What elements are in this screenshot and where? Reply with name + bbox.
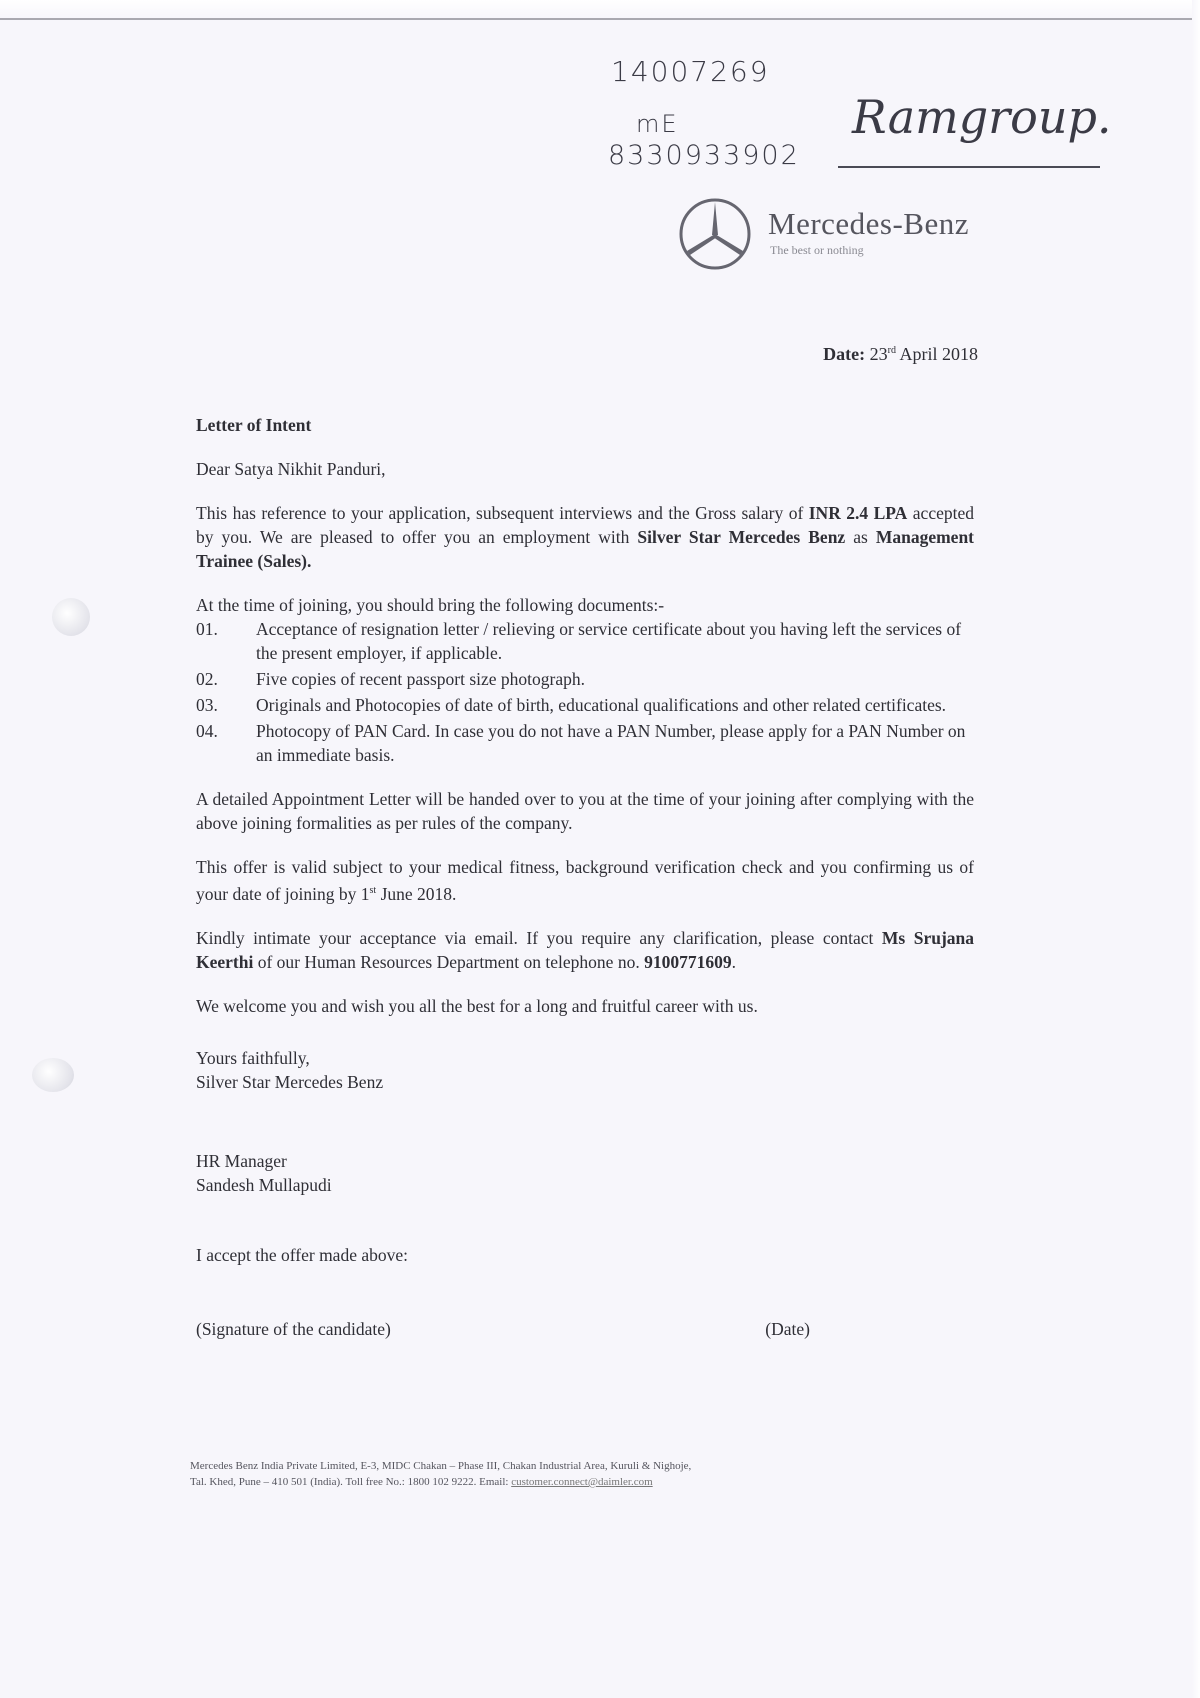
- brand-name: Mercedes-Benz: [768, 206, 970, 241]
- date-day: 23: [869, 344, 888, 364]
- document-item: [196, 667, 974, 691]
- document-text: Acceptance of resignation letter / relieving or service certificate about you having left the services of the present employer, if applicable.: [256, 619, 962, 663]
- document-number: 01.: [196, 619, 218, 639]
- document-item: [196, 719, 974, 767]
- validity-paragraph: [196, 855, 974, 906]
- date-label: Date:: [823, 344, 866, 364]
- closing-company: Silver Star Mercedes Benz: [196, 1071, 384, 1092]
- mercedes-star-logo-icon: [677, 196, 753, 272]
- punch-hole: [32, 1058, 74, 1092]
- scan-top-line: [0, 18, 1200, 20]
- document-item: [196, 617, 974, 665]
- offer-text: This has reference to your application, subsequent interviews and the Gross salary of: [196, 503, 809, 523]
- company-footer: [190, 1458, 930, 1490]
- offer-salary: INR 2.4 LPA: [808, 503, 908, 523]
- contact-text: of our Human Resources Department on telephone no.: [253, 951, 645, 972]
- document-number: 03.: [196, 695, 218, 715]
- hr-name: Sandesh Mullapudi: [196, 1174, 332, 1195]
- validity-sup: st: [369, 885, 377, 896]
- letter-date: [823, 344, 978, 365]
- document-text: Originals and Photocopies of date of birth, educational qualifications and other related certificates.: [256, 695, 947, 715]
- scan-right-edge: [1192, 0, 1200, 1698]
- contact-name: Ms Srujana Keerthi: [196, 927, 975, 972]
- documents-intro: At the time of joining, you should bring the following documents:-: [196, 595, 665, 615]
- signature-row: [196, 1317, 810, 1341]
- offer-company: Silver Star Mercedes Benz: [637, 527, 846, 547]
- footer-contact-text: Tal. Khed, Pune – 410 501 (India). Toll free No.: 1800 102 9222. Email:: [190, 1476, 512, 1488]
- accept-text: I accept the offer made above:: [196, 1244, 408, 1265]
- letter-title: Letter of Intent: [196, 415, 312, 435]
- appointment-paragraph: A detailed Appointment Letter will be handed over to you at the time of your joining after complying with the above joining formalities as per rules of the company.: [196, 789, 974, 833]
- handwritten-number: 14007269: [611, 55, 770, 88]
- documents-list: [196, 617, 974, 767]
- date-rest: April 2018: [899, 344, 978, 364]
- document-number: 02.: [196, 669, 218, 689]
- validity-text: This offer is valid subject to your medical fitness, background verification check and you confirming us of your date of joining by 1: [196, 857, 974, 904]
- offer-paragraph: [196, 501, 974, 573]
- handwritten-phone: 8330933902: [608, 140, 800, 171]
- scan-top-edge: [0, 0, 1200, 20]
- handwritten-signature: Ramgroup.: [852, 90, 1112, 144]
- footer-email: customer.connect@daimler.com: [511, 1476, 653, 1488]
- brand-tagline: The best or nothing: [770, 243, 864, 257]
- hr-block: [196, 1149, 974, 1197]
- signoff-block: [196, 1046, 974, 1094]
- hr-title: HR Manager: [196, 1150, 287, 1171]
- validity-text: June 2018.: [376, 883, 457, 904]
- contact-phone: 9100771609: [644, 951, 732, 972]
- footer-contact: [190, 1474, 930, 1490]
- closing: Yours faithfully,: [196, 1047, 310, 1068]
- punch-hole: [52, 598, 90, 636]
- handwritten-note: mE: [636, 110, 679, 138]
- letter-body: [196, 413, 974, 1341]
- contact-text: Kindly intimate your acceptance via email. If you require any clarification, please contact: [196, 927, 882, 948]
- document-text: Five copies of recent passport size photograph.: [256, 669, 586, 689]
- offer-text: as: [845, 527, 876, 547]
- document-text: Photocopy of PAN Card. In case you do not have a PAN Number, please apply for a PAN Number on an immediate basis.: [256, 721, 966, 765]
- date-suffix: rd: [887, 345, 896, 356]
- footer-address: Mercedes Benz India Private Limited, E-3, MIDC Chakan – Phase III, Chakan Industrial Area, Kuruli & Nighoje,: [190, 1460, 692, 1472]
- candidate-signature-label: (Signature of the candidate): [196, 1318, 391, 1339]
- date-signature-label: (Date): [765, 1318, 810, 1339]
- document-number: 04.: [196, 721, 218, 741]
- salutation: Dear Satya Nikhit Panduri,: [196, 459, 386, 479]
- contact-paragraph: [196, 926, 974, 974]
- offer-role: Management Trainee (Sales).: [196, 527, 975, 571]
- welcome-paragraph: We welcome you and wish you all the best for a long and fruitful career with us.: [196, 995, 758, 1016]
- offer-text: accepted by you. We are pleased to offer you an employment with: [196, 503, 974, 547]
- signature-underline: [838, 166, 1100, 168]
- contact-text: .: [731, 951, 736, 972]
- document-item: [196, 693, 974, 717]
